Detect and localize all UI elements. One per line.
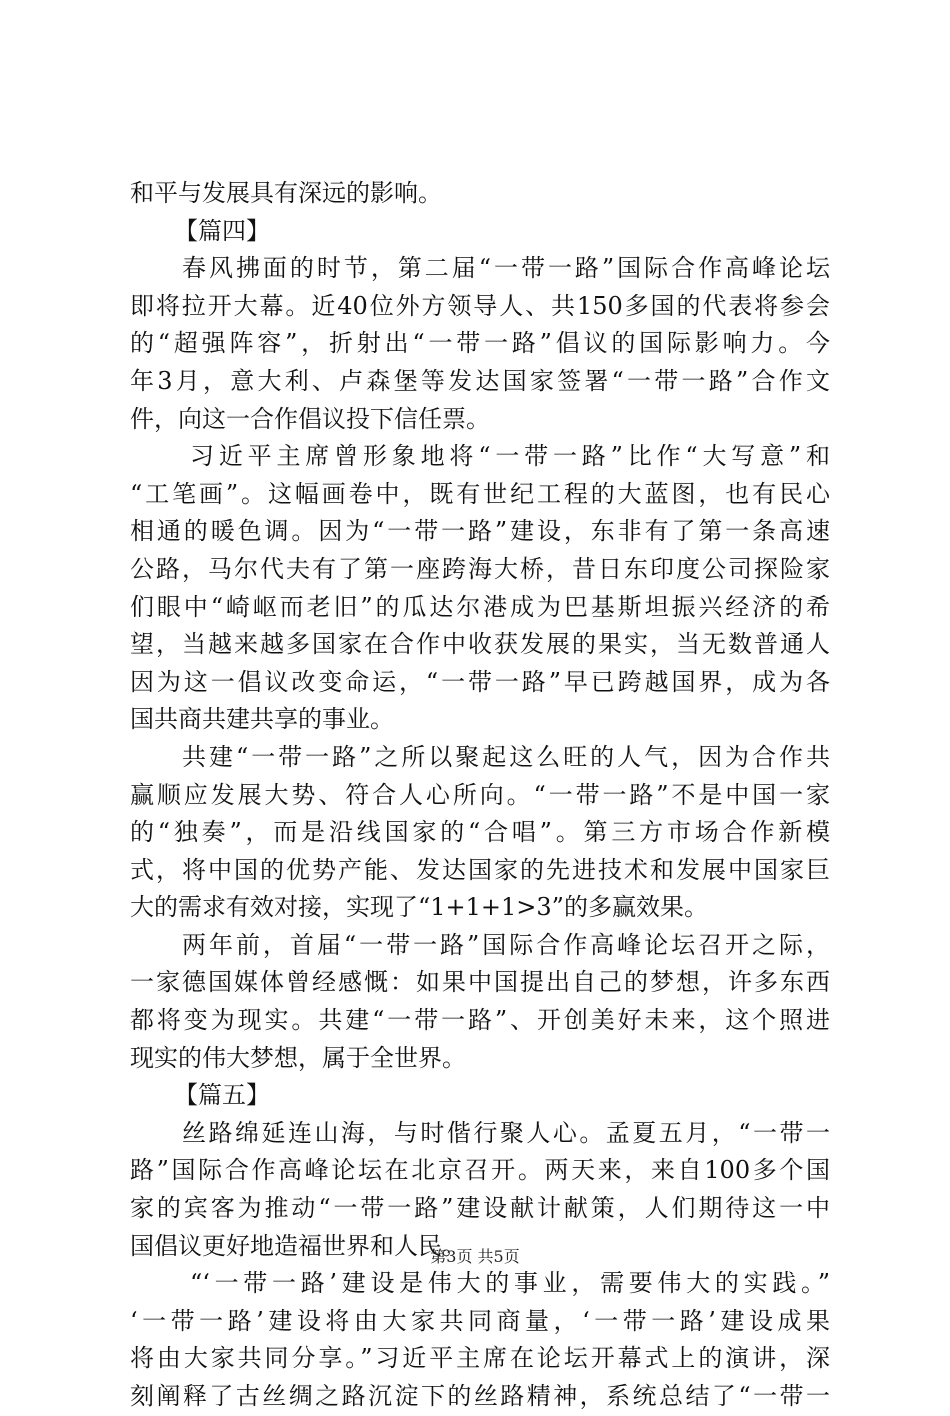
text-line: 和平与发展具有深远的影响。	[130, 179, 442, 207]
paragraph-first-line: 习近平主席曾形象地将“一带一路”比作“大写意”和	[190, 442, 830, 471]
text-line: 式，将中国的优势产能、发达国家的先进技术和发展中国家巨	[130, 855, 830, 884]
text-line: “工笔画”。这幅画卷中，既有世纪工程的大蓝图，也有民心	[130, 479, 830, 508]
text-line: 一家德国媒体曾经感慨：如果中国提出自己的梦想，许多东西	[130, 968, 830, 997]
paragraph-first-line: 春风拂面的时节，第二届“一带一路”国际合作高峰论坛	[182, 254, 830, 283]
text-line: ‘一带一路’建设将由大家共同商量，‘一带一路’建设成果	[130, 1306, 830, 1335]
text-line: 将由大家共同分享。”习近平主席在论坛开幕式上的演讲，深	[130, 1344, 830, 1373]
text-line: 路”国际合作高峰论坛在北京召开。两天来，来自100多个国	[130, 1156, 830, 1185]
text-line: 公路，马尔代夫有了第一座跨海大桥，昔日东印度公司探险家	[130, 554, 830, 583]
text-line: 国倡议更好地造福世界和人民。	[130, 1231, 466, 1260]
paragraph-first-line: 丝路绵延连山海，与时偕行聚人心。孟夏五月，“一带一	[182, 1118, 830, 1147]
text-line: 大的需求有效对接，实现了“1+1+1>3”的多赢效果。	[130, 893, 708, 922]
text-line: 因为这一倡议改变命运，“一带一路”早已跨越国界，成为各	[130, 667, 830, 696]
page-footer: 第3页 共5页	[430, 1247, 520, 1266]
text-line: 家的宾客为推动“一带一路”建设献计献策，人们期待这一中	[130, 1194, 830, 1223]
text-line: 件，向这一合作倡议投下信任票。	[130, 404, 490, 433]
text-line: 相通的暖色调。因为“一带一路”建设，东非有了第一条高速	[130, 517, 830, 546]
text-line: 都将变为现实。共建“一带一路”、开创美好未来，这个照进	[130, 1006, 830, 1035]
text-line: 年3月，意大利、卢森堡等发达国家签署“一带一路”合作文	[130, 366, 830, 395]
text-line: 刻阐释了古丝绸之路沉淀下的丝路精神，系统总结了“一带一	[130, 1382, 830, 1410]
text-line: 们眼中“崎岖而老旧”的瓜达尔港成为巴基斯坦振兴经济的希	[130, 592, 830, 621]
text-line: 即将拉开大幕。近40位外方领导人、共150多国的代表将参会	[130, 291, 830, 320]
section-heading: 【篇五】	[174, 1081, 270, 1110]
document-body	[130, 175, 830, 1416]
paragraph-first-line: 两年前，首届“一带一路”国际合作高峰论坛召开之际，	[182, 930, 830, 959]
text-line: 的“独奏”，而是沿线国家的“合唱”。第三方市场合作新模	[130, 818, 830, 847]
paragraph-first-line: 共建“一带一路”之所以聚起这么旺的人气，因为合作共	[182, 742, 830, 771]
text-line: 现实的伟大梦想，属于全世界。	[130, 1043, 466, 1072]
paragraph-first-line: “‘一带一路’建设是伟大的事业，需要伟大的实践。”	[190, 1269, 830, 1298]
section-heading: 【篇四】	[174, 216, 270, 245]
text-line: 的“超强阵容”，折射出“一带一路”倡议的国际影响力。今	[130, 329, 830, 358]
text-line: 赢顺应发展大势、符合人心所向。“一带一路”不是中国一家	[130, 780, 830, 809]
text-line: 国共商共建共享的事业。	[130, 705, 394, 734]
text-line: 望，当越来越多国家在合作中收获发展的果实，当无数普通人	[130, 630, 830, 659]
